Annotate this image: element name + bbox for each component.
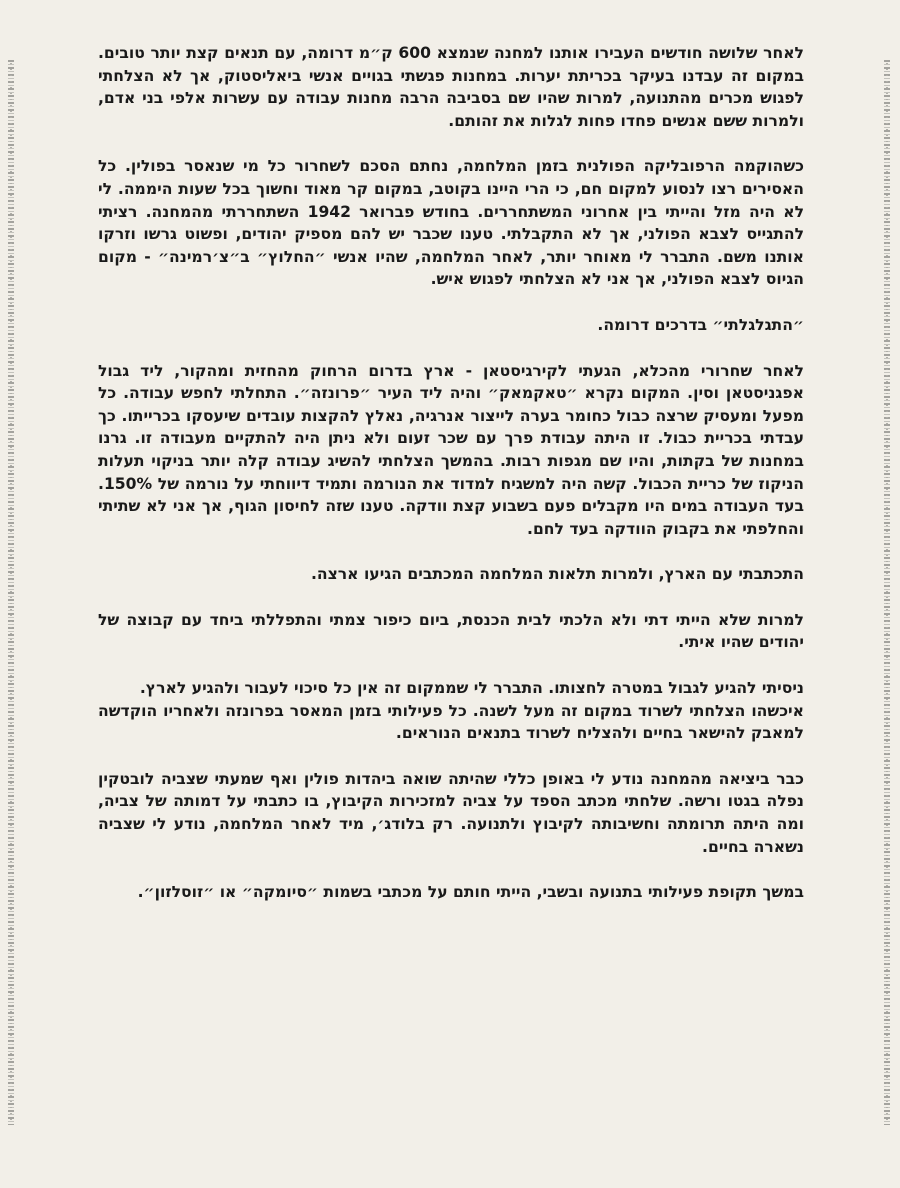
paragraph-labor-camp: לאחר שלושה חודשים העבירו אותנו למחנה שנמצא 600 ק״מ דרומה, עם תנאים קצת יותר טובים. במקום זה עבדנו בעיקר בכריתת יערות. במחנות פגשתי בגויים אנשי ביאליסטוק, אך לא הצלחתי לפגוש מכרים מהתנועה, למרות שהיו שם בסביבה הרבה מחנות עבודה עם עשרות אלפי בני אדם, ולמרות ששם אנשים פחדו פחות לגלות את זהותם. [98, 44, 804, 130]
paragraph-yom-kippur: למרות שלא הייתי דתי ולא הלכתי לבית הכנסת, ביום כיפור צמתי והתפללתי ביחד עם קבוצה של יהודים שהיו איתי. [98, 610, 804, 652]
paragraph-signatures: במשך תקופת פעילותי בתנועה ובשבי, הייתי חותם על מכתבי בשמות ״סיומקה״ או ״זוסלזון״. [137, 883, 804, 902]
right-decorative-border [884, 60, 890, 1125]
paragraph-correspondence: התכתבתי עם הארץ, ולמרות תלאות המלחמה המכתבים הגיעו ארצה. [310, 565, 804, 584]
paragraph-holocaust-news: כבר ביציאה מהמחנה נודע לי באופן כללי שהיתה שואה ביהדות פולין ואף שמעתי שצביה לובטקין נפלה בגטו ורשה. שלחתי מכתב הספד על צביה למזכירות הקיבוץ, בו כתבתי על דמותה של צביה, ומה היתה תרומתה וחשיבותה לקיבוץ ולתנועה. רק בלודג׳, מיד לאחר המלחמה, נודע לי שצביה נשארה בחיים. [98, 769, 804, 856]
paragraph-heading-south: ״התגלגלתי״ בדרכים דרומה. [597, 315, 804, 334]
left-decorative-border [8, 60, 14, 1125]
paragraph-survival: איכשהו הצלחתי לשרוד במקום זה מעל לשנה. כל פעילותי בזמן המאסר בפרונזה ולאחריו הוקדשה למאבק להישאר בחיים ולהצליח לשרוד בתנאים הנוראים. [98, 701, 804, 743]
paragraph-border-attempt: ניסיתי להגיע לגבול במטרה לחצותו. התברר לי שממקום זה אין כל סיכוי לעבור ולהגיע לארץ. [139, 679, 804, 698]
document-body [98, 42, 804, 927]
paragraph-kyrgyzstan: לאחר שחרורי מהכלא, הגעתי לקירגיסטאן - ארץ בדרום הרחוק מהחזית ומהקור, ליד גבול אפגניסטאן וסין. המקום נקרא ״טאקמאק״ והיה ליד העיר ״פרונזה״. התחלתי לחפש עבודה. כל מפעל ומעסיק שרצה כבול כחומר בערה לייצור אנרגיה, נאלץ להקצות עובדים שיעסקו בכרייתו. כך עבדתי בכריית כבול. זו היתה עבודת פרך עם שכר זעום ולא ניתן היה להתקיים מעבודה זו. גרנו במחנות של בקתות, והיו שם מגפות רבות. בהמשך הצלחתי להשיג עבודה קלה יותר בניקוי תעלות הניקוז של כריית הכבול. קשה היה למשגיח למדוד את הנורמה ותמיד דיווחתי על נורמה של 150%. בעד העבודה במים היו מקבלים פעם בשבוע קצת וודקה. טענו שזה לחיסון הגוף, אך אני לא שתיתי והחלפתי את בקבוק הוודקה בעד לחם. [98, 361, 804, 538]
paragraph-release: כשהוקמה הרפובליקה הפולנית בזמן המלחמה, נחתם הסכם לשחרור כל מי שנאסר בפולין. כל האסירים רצו לנסוע למקום חם, כי הרי היינו בקוטב, במקום קר מאוד וחשוך בכל שעות היממה. לי לא היה מזל והייתי בין אחרוני המשתחררים. בחודש פברואר 1942 השתחררתי מהמחנה. רציתי להתגייס לצבא הפולני, אך לא התקבלתי. טענו שכבר יש להם מספיק יהודים, ופשוט גרשו וזרקו אותנו משם. התברר לי מאוחר יותר, לאחר המלחמה, שהיו אנשי ״החלוץ״ ב״צ׳רמינה״ - מקום הגיוס לצבא הפולני, אך אני לא הצלחתי לפגוש איש. [98, 157, 804, 289]
